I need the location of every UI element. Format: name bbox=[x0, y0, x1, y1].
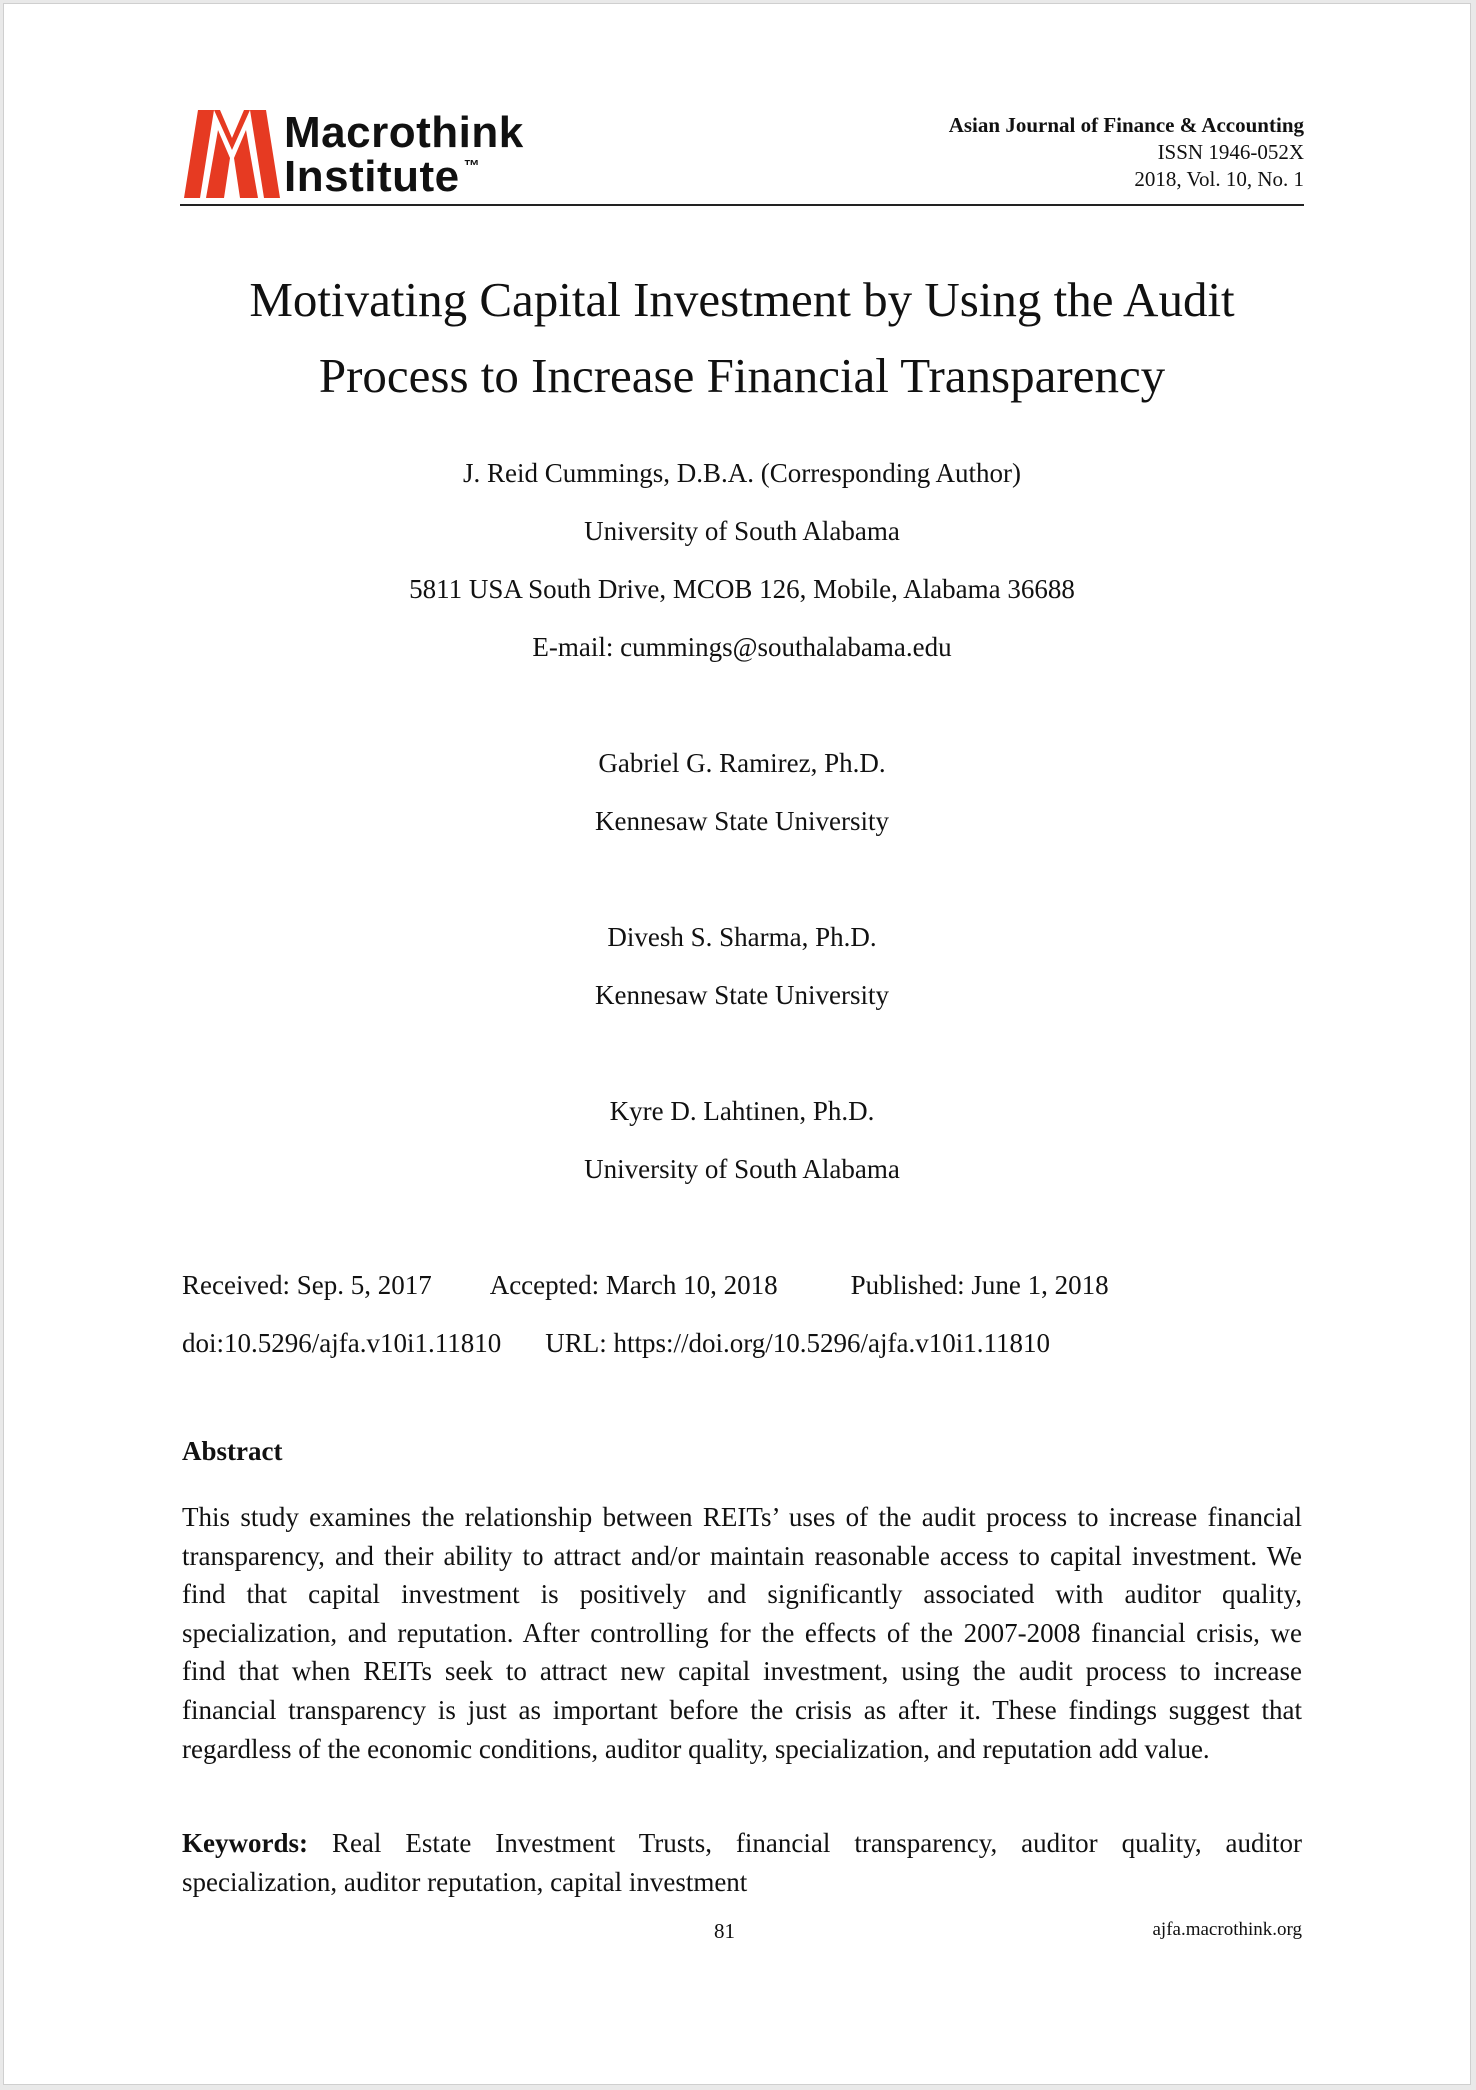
author-address: 5811 USA South Drive, MCOB 126, Mobile, Alabama 36688 bbox=[409, 574, 1075, 604]
keywords bbox=[182, 1824, 1302, 1901]
journal-website[interactable]: ajfa.macrothink.org bbox=[1152, 1919, 1302, 1940]
author-email[interactable]: E-mail: cummings@southalabama.edu bbox=[532, 632, 952, 662]
journal-name: Asian Journal of Finance & Accounting bbox=[948, 113, 1304, 137]
doi: doi:10.5296/ajfa.v10i1.11810 bbox=[182, 1328, 502, 1358]
author-name: Divesh S. Sharma, Ph.D. bbox=[607, 922, 877, 952]
keywords-label: Keywords: bbox=[182, 1828, 308, 1858]
author-name: Gabriel G. Ramirez, Ph.D. bbox=[598, 748, 886, 778]
author-affiliation: University of South Alabama bbox=[584, 516, 900, 546]
accepted-date: Accepted: March 10, 2018 bbox=[489, 1270, 778, 1300]
logo-word-institute bbox=[284, 152, 480, 202]
author-name: Kyre D. Lahtinen, Ph.D. bbox=[609, 1096, 875, 1126]
author-affiliation: University of South Alabama bbox=[584, 1154, 900, 1184]
page-header bbox=[180, 108, 1304, 206]
page-number: 81 bbox=[714, 1919, 735, 1943]
author-block-3 bbox=[180, 908, 1304, 1024]
paper-title bbox=[180, 262, 1304, 414]
macrothink-m-logo-icon bbox=[184, 110, 280, 198]
doi-row bbox=[182, 1314, 1306, 1372]
publication-dates bbox=[182, 1256, 1306, 1372]
journal-issn: ISSN 1946-052X bbox=[1157, 140, 1304, 164]
doi-url[interactable]: URL: https://doi.org/10.5296/ajfa.v10i1.11810 bbox=[545, 1328, 1050, 1358]
author-block-4 bbox=[180, 1082, 1304, 1198]
paper-title-line-2: Process to Increase Financial Transparency bbox=[318, 348, 1166, 403]
logo-word-macrothink: Macrothink bbox=[284, 108, 524, 157]
author-affiliation: Kennesaw State University bbox=[595, 806, 889, 836]
macrothink-logo bbox=[184, 108, 604, 201]
abstract-text: This study examines the relationship between REITs’ uses of the audit process to increase financial transparency, and their ability to attract and/or maintain reasonable access to capital investment. We find that capital investment is positively and significantly associated with auditor quality, specialization, and reputation. After controlling for the effects of the 2007-2008 financial crisis, we find that when REITs seek to attract new capital investment, using the audit process to increase financial transparency is just as important before the crisis as after it. These findings suggest that regardless of the economic conditions, auditor quality, specialization, and reputation add value. bbox=[182, 1502, 1302, 1764]
received-date: Received: Sep. 5, 2017 bbox=[182, 1270, 432, 1300]
journal-issue: 2018, Vol. 10, No. 1 bbox=[1134, 167, 1304, 191]
journal-info bbox=[949, 112, 1304, 193]
paper-title-line-1: Motivating Capital Investment by Using the Audit bbox=[249, 272, 1235, 327]
trademark-symbol: ™ bbox=[463, 158, 481, 175]
author-block-2 bbox=[180, 734, 1304, 850]
paper-page bbox=[3, 3, 1471, 2085]
dates-row bbox=[182, 1256, 1306, 1314]
published-date: Published: June 1, 2018 bbox=[850, 1270, 1109, 1300]
author-affiliation: Kennesaw State University bbox=[595, 980, 889, 1010]
author-block-1 bbox=[180, 444, 1304, 676]
logo-word-institute-text: Institute bbox=[284, 152, 460, 201]
keywords-text: Real Estate Investment Trusts, financial transparency, auditor quality, auditor specialization, auditor reputation, capital investment bbox=[182, 1828, 1303, 1897]
abstract-heading: Abstract bbox=[182, 1436, 283, 1466]
author-name: J. Reid Cummings, D.B.A. (Corresponding Author) bbox=[463, 458, 1021, 488]
